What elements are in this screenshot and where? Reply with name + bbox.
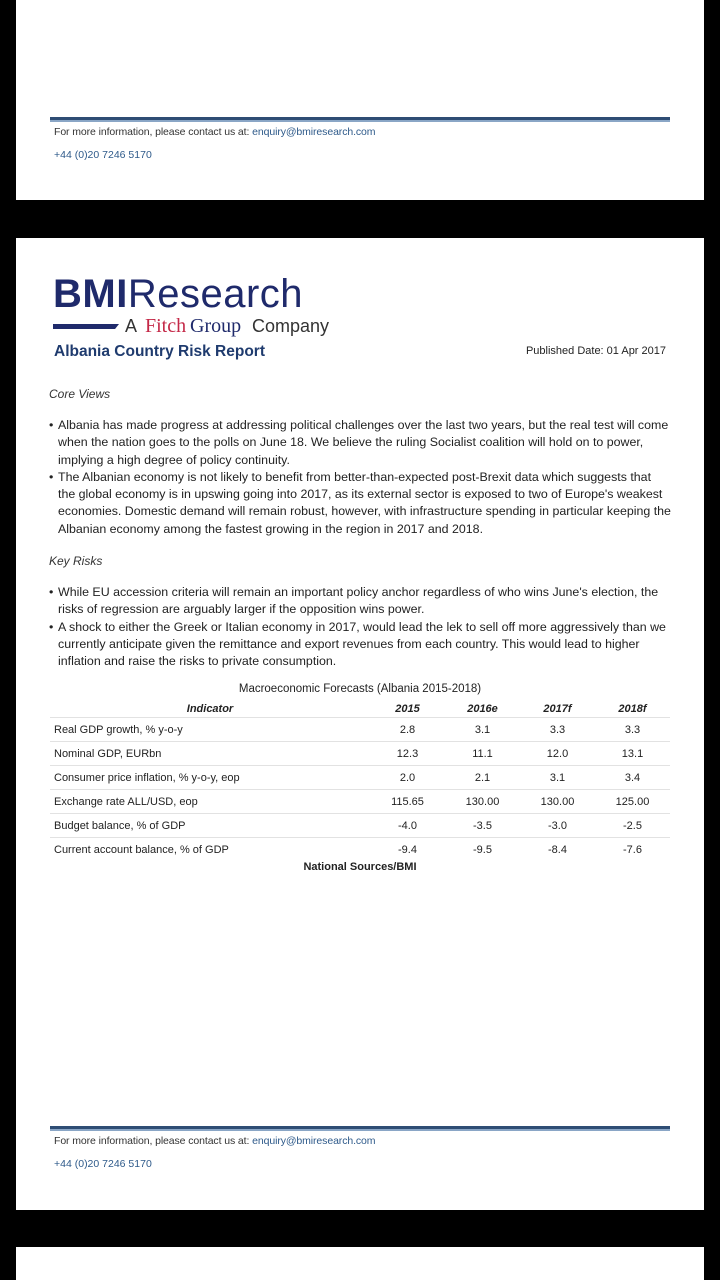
cell-value: 3.4 (595, 766, 670, 790)
cell-value: 3.1 (445, 718, 520, 742)
cell-value: 12.3 (370, 742, 445, 766)
row-indicator: Budget balance, % of GDP (50, 814, 370, 838)
row-indicator: Nominal GDP, EURbn (50, 742, 370, 766)
table-title: Macroeconomic Forecasts (Albania 2015-2018) (238, 683, 482, 695)
footer-contact (54, 1135, 375, 1147)
cell-value: 2.8 (370, 718, 445, 742)
cell-value: 13.1 (595, 742, 670, 766)
table-source: National Sources/BMI (303, 861, 417, 873)
key-risks-heading: Key Risks (49, 554, 103, 568)
logo-research: Research (127, 272, 304, 316)
footer-email-link[interactable]: enquiry@bmiresearch.com (252, 126, 376, 138)
cell-value: 11.1 (445, 742, 520, 766)
core-views-list (49, 417, 671, 538)
cell-value: 2.0 (370, 766, 445, 790)
core-views-bullet: • The Albanian economy is not likely to benefit from better-than-expected post-Brexit data which suggests that the global economy is in upswing going into 2017, as its external sector is exposed to two of Europe's weakest economies. Domestic demand will remain robust, however, with infrastructure spending in particular keeping the Albanian economy among the fastest growing in the region in 2017 and 2018. (49, 469, 671, 538)
footer-phone: +44 (0)20 7246 5170 (54, 1158, 152, 1170)
macro-forecast-table (50, 700, 670, 861)
row-indicator: Real GDP growth, % y-o-y (50, 718, 370, 742)
key-risks-bullet: • A shock to either the Greek or Italian economy in 2017, would lead the lek to sell off more aggressively than we currently anticipate given the remittance and export revenues from each country. This would lead to higher inflation and raise the risks to private consumption. (49, 619, 671, 671)
cell-value: 130.00 (445, 790, 520, 814)
cell-value: 12.0 (520, 742, 595, 766)
cell-value: 130.00 (520, 790, 595, 814)
cell-value: 115.65 (370, 790, 445, 814)
core-views-heading: Core Views (49, 387, 111, 401)
core-views-bullet: • Albania has made progress at addressing political challenges over the last two years, but the real test will come when the nation goes to the polls on June 18. We believe the ruling Socialist coalition will hold on to power, implying a high degree of policy continuity. (49, 417, 671, 469)
cell-value: 3.3 (595, 718, 670, 742)
col-header-2018f: 2018f (618, 702, 647, 715)
cell-value: 125.00 (595, 790, 670, 814)
logo-bar-icon (53, 324, 119, 329)
cell-value: -3.0 (520, 814, 595, 838)
logo-bmi: BMI (53, 272, 128, 316)
logo-tagline (53, 316, 383, 338)
col-header-indicator: Indicator (186, 702, 234, 715)
logo-group: Group (190, 315, 242, 337)
col-header-2016e: 2016e (467, 702, 498, 715)
published-date: Published Date: 01 Apr 2017 (525, 345, 666, 357)
cell-value: -7.6 (595, 838, 670, 862)
row-indicator: Consumer price inflation, % y-o-y, eop (50, 766, 370, 790)
logo-fitch: Fitch (145, 315, 187, 337)
footer-contact-label: For more information, please contact us at: (54, 1135, 250, 1147)
footer-phone: +44 (0)20 7246 5170 (54, 149, 152, 161)
key-risks-bullet: • While EU accession criteria will remain an important policy anchor regardless of who wins June's election, the risks of regression are arguably larger if the opposition wins power. (49, 584, 671, 619)
table-header-row (50, 700, 670, 718)
cell-value: 3.1 (520, 766, 595, 790)
logo-company: Company (252, 316, 330, 336)
row-indicator: Current account balance, % of GDP (50, 838, 370, 862)
key-risks-list (49, 584, 671, 670)
col-header-2017f: 2017f (543, 702, 572, 715)
cell-value: 2.1 (445, 766, 520, 790)
bmi-research-logo (53, 272, 383, 336)
cell-value: -8.4 (520, 838, 595, 862)
cell-value: -4.0 (370, 814, 445, 838)
row-indicator: Exchange rate ALL/USD, eop (50, 790, 370, 814)
cell-value: -2.5 (595, 814, 670, 838)
cell-value: -3.5 (445, 814, 520, 838)
table-row (50, 766, 670, 790)
cell-value: -9.5 (445, 838, 520, 862)
cell-value: 3.3 (520, 718, 595, 742)
footer-rule (50, 117, 670, 122)
logo-a: A (125, 316, 138, 336)
table-row (50, 814, 670, 838)
col-header-2015: 2015 (395, 702, 420, 715)
next-page (16, 1247, 704, 1280)
report-page (16, 238, 704, 1210)
footer-rule (50, 1126, 670, 1131)
table-row (50, 838, 670, 862)
footer-contact (54, 126, 375, 138)
report-title: Albania Country Risk Report (54, 343, 265, 360)
table-row (50, 742, 670, 766)
table-row (50, 790, 670, 814)
footer-email-link[interactable]: enquiry@bmiresearch.com (252, 1135, 376, 1147)
footer-contact-label: For more information, please contact us at: (54, 126, 250, 138)
logo-wordmark (53, 272, 303, 316)
previous-page (16, 0, 704, 200)
table-row (50, 718, 670, 742)
cell-value: -9.4 (370, 838, 445, 862)
